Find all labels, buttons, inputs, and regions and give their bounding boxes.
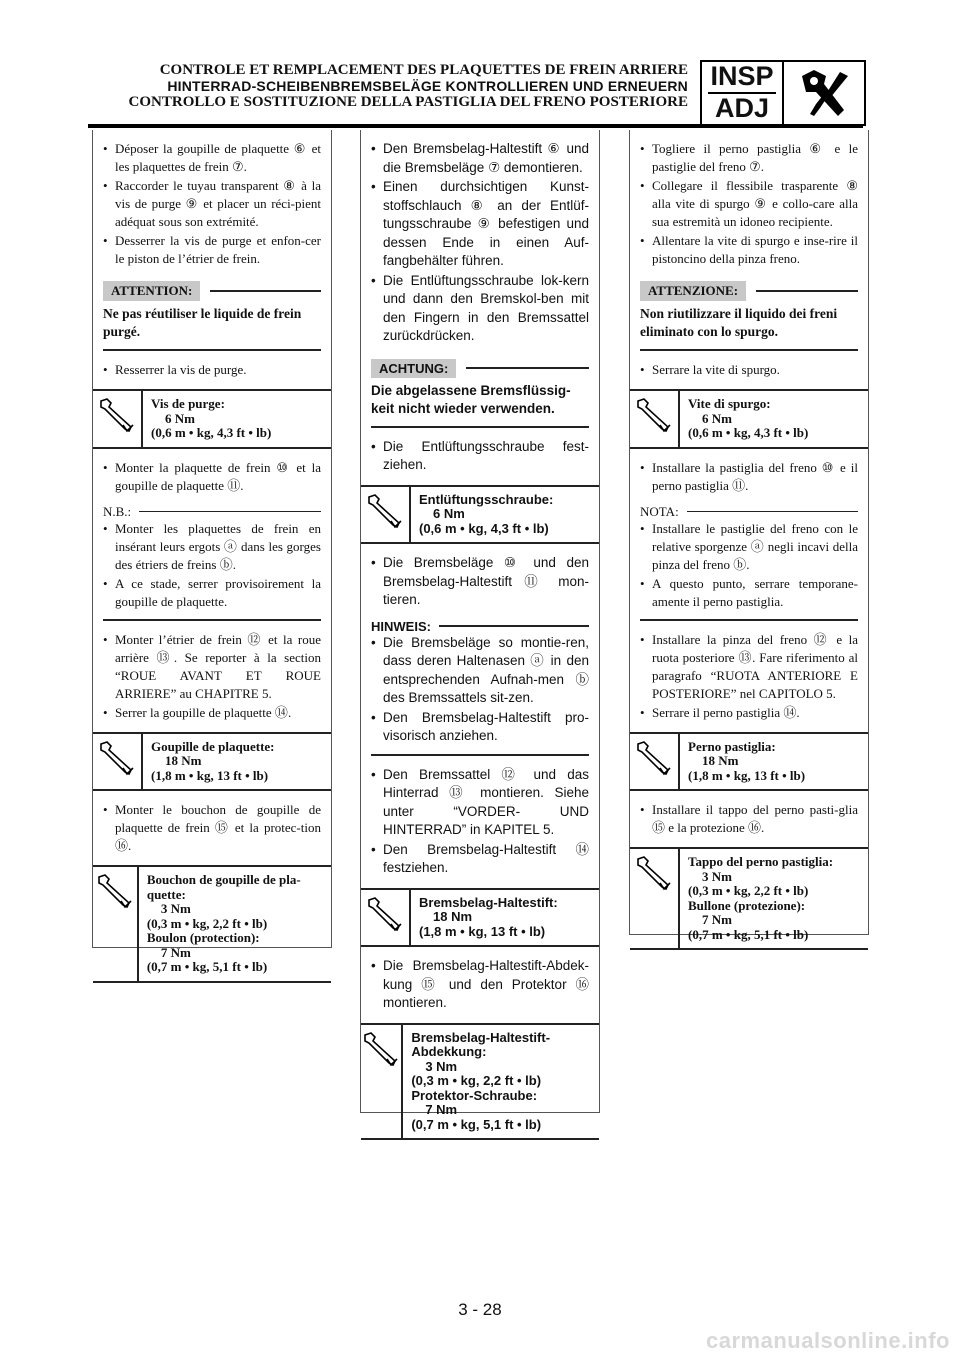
column-italian xyxy=(629,130,869,942)
reference-number: ⑯ xyxy=(115,838,129,853)
note-rule xyxy=(139,511,321,513)
torque-values xyxy=(143,734,283,790)
text-run: an der Entlüf-tungsschraube xyxy=(383,197,589,231)
torque-spec xyxy=(93,732,331,792)
text-run: A questo punto, serrare temporane-amente il perno pastiglia. xyxy=(652,575,858,609)
torque-spec xyxy=(93,389,331,449)
note-list xyxy=(361,634,599,746)
text-run: montieren. Siehe unter “VORDER- UND HINTERRAD” in KAPITEL 5. xyxy=(383,785,589,837)
text-run: A ce stade, serrer provisoirement la goupille de plaquette. xyxy=(115,575,321,609)
reference-number: ⑥ xyxy=(547,141,562,156)
torque-nm: 6 Nm xyxy=(433,506,465,521)
watermark: carmanualsonline.info xyxy=(706,1328,950,1353)
torque-wrench-icon xyxy=(630,734,680,790)
warning-rule xyxy=(466,367,589,369)
torque-nm: 6 Nm xyxy=(165,410,195,426)
reference-number: ⓐ xyxy=(750,538,765,554)
torque-nm: 6 Nm xyxy=(702,410,732,426)
reference-number: ⑫ xyxy=(501,766,523,782)
step-item xyxy=(640,232,858,268)
text-run: Einen durchsichtigen Kunst-stoffschlauch xyxy=(383,179,589,213)
text-run: . xyxy=(232,556,236,572)
step-item xyxy=(103,232,321,268)
text-run: . xyxy=(745,477,749,493)
reference-number: ⑩ xyxy=(276,459,291,475)
text-run: befestigen und dessen Ende in einen Auf-fangbehälter führen. xyxy=(383,216,589,268)
warning-text: Die abgelassene Bremsflüssig-keit nicht wieder verwenden. xyxy=(371,382,571,416)
text-run: Installare il tappo del perno pasti-glia xyxy=(652,802,858,817)
torque-nm: 3 Nm xyxy=(160,901,191,916)
torque-title-2: Boulon (protection): xyxy=(146,930,260,945)
torque-wrench-icon xyxy=(361,487,411,543)
text-run: . xyxy=(128,838,132,853)
reference-number: ⑮ xyxy=(421,976,440,992)
note-item xyxy=(640,520,858,574)
reference-number: ⑫ xyxy=(813,631,830,647)
reference-number: ⓑ xyxy=(575,671,589,687)
step-item xyxy=(103,177,321,231)
torque-wrench-icon xyxy=(361,1025,403,1139)
text-run: montieren. xyxy=(383,995,447,1010)
warning-rule xyxy=(210,290,321,292)
reference-number: ⑫ xyxy=(247,631,263,647)
torque-title: Perno pastiglia: xyxy=(688,738,776,754)
note-item xyxy=(371,634,589,708)
text-run: Die Bremsbelag-Haltestift-Abdek-kung xyxy=(383,958,589,992)
torque-spec xyxy=(361,485,599,545)
text-run: Monter le bouchon de goupille de plaquette de frein xyxy=(115,802,321,835)
note-list xyxy=(630,520,868,611)
torque-conversion: (1,8 m • kg, 13 ft • lb) xyxy=(419,923,546,939)
step-item xyxy=(371,554,589,610)
step-item xyxy=(640,459,858,495)
note-item xyxy=(103,575,321,611)
torque-wrench-icon xyxy=(361,890,411,946)
reference-number: ⓑ xyxy=(733,556,747,572)
text-run: Die Bremsbeläge xyxy=(383,555,504,570)
header-title-it: CONTROLLO E SOSTITUZIONE DELLA PASTIGLIA DEL FRENO POSTERIORE xyxy=(128,94,688,110)
page-header xyxy=(88,62,688,110)
torque-values xyxy=(680,734,813,790)
torque-wrench-icon xyxy=(93,391,143,447)
step-item xyxy=(371,272,589,346)
note-label: HINWEIS: xyxy=(371,618,431,634)
reference-number: ⑮ xyxy=(214,820,230,835)
step-item xyxy=(640,140,858,176)
text-run: Déposer la goupille de plaquette xyxy=(115,141,294,156)
step-list xyxy=(93,791,331,855)
text-run: Togliere il perno pastiglia xyxy=(652,141,810,156)
page-number: 3 - 28 xyxy=(458,1300,502,1319)
text-run: und das Hinterrad xyxy=(383,766,589,800)
reference-number: ⓑ xyxy=(219,556,233,572)
text-run: . xyxy=(796,704,800,720)
step-list xyxy=(361,130,599,346)
reference-number: ⑪ xyxy=(524,573,547,589)
text-run: . xyxy=(243,159,247,174)
step-item xyxy=(371,140,589,177)
warning-label: ATTENZIONE: xyxy=(640,281,746,301)
text-run: dans les gorges des étriers de freins xyxy=(115,538,321,572)
note-header xyxy=(361,611,599,634)
text-run: Serrare la vite di spurgo. xyxy=(652,362,780,377)
text-run: à la vis de purge xyxy=(115,178,321,211)
note-item xyxy=(103,520,321,574)
step-list xyxy=(361,544,599,610)
torque-conversion: (1,8 m • kg, 13 ft • lb) xyxy=(688,767,806,783)
step-item xyxy=(640,801,858,837)
reference-number: ⑩ xyxy=(821,459,836,475)
text-run: . xyxy=(287,704,292,720)
reference-number: ⑧ xyxy=(846,178,858,193)
step-item xyxy=(103,459,321,495)
torque-nm-2: 7 Nm xyxy=(702,912,732,927)
text-run: . xyxy=(761,820,765,835)
step-item xyxy=(103,361,321,379)
text-run: Die Entlüftungsschraube lok-kern und dann den Bremskol-ben mit den Fingern in den Bremssattel zurückdrücken. xyxy=(383,272,589,343)
step-item xyxy=(371,178,589,271)
step-list xyxy=(93,130,331,268)
text-run: in den entsprechenden Aufnah-men xyxy=(383,653,589,687)
text-run: et la goupille de plaquette xyxy=(115,459,322,493)
column-german xyxy=(360,130,600,1132)
step-item xyxy=(103,801,321,855)
torque-nm: 3 Nm xyxy=(702,868,732,884)
text-run: und den Bremsbelag-Haltestift xyxy=(383,555,589,589)
torque-spec xyxy=(93,865,331,983)
step-list xyxy=(93,621,331,722)
text-run: Resserrer la vis de purge. xyxy=(115,362,247,377)
torque-title: Goupille de plaquette: xyxy=(151,738,275,754)
text-run: Monter les plaquettes de frein en insérant leurs ergots xyxy=(115,520,321,554)
header-title-de: HINTERRAD-SCHEIBENBREMSBELÄGE KONTROLLIEREN UND ERNEUERN xyxy=(167,78,688,94)
note-list xyxy=(93,520,331,611)
reference-number: ⑨ xyxy=(477,216,493,231)
step-list xyxy=(361,947,599,1013)
warning-label: ACHTUNG: xyxy=(371,359,456,378)
text-run: et la roue arrière xyxy=(115,631,321,665)
step-item xyxy=(640,631,858,703)
note-header xyxy=(93,496,331,520)
torque-spec xyxy=(630,732,868,792)
torque-spec xyxy=(630,847,868,950)
text-run: Den Bremsbelag-Haltestift pro-visorisch anziehen. xyxy=(383,709,589,743)
step-item xyxy=(640,177,858,231)
torque-spec xyxy=(361,1023,599,1141)
warning-header xyxy=(630,269,868,301)
text-run: Monter la plaquette de frein xyxy=(115,459,277,475)
torque-wrench-icon xyxy=(630,391,680,447)
torque-values xyxy=(139,867,331,981)
text-run: alla vite di spurgo xyxy=(652,196,755,211)
reference-number: ⑭ xyxy=(274,704,288,720)
torque-nm: 3 Nm xyxy=(425,1058,458,1074)
reference-number: ⑥ xyxy=(809,141,827,156)
text-run: festziehen. xyxy=(383,860,449,875)
torque-title-2: Protektor-Schraube: xyxy=(411,1087,538,1103)
text-run: . xyxy=(746,556,750,572)
text-run: et les plaquettes de frein xyxy=(115,141,321,174)
step-list xyxy=(630,351,868,379)
note-item xyxy=(371,709,589,746)
reference-number: ⑬ xyxy=(738,649,753,665)
text-run: e il perno pastiglia xyxy=(652,459,858,493)
reference-number: ⑦ xyxy=(231,159,244,174)
torque-wrench-icon xyxy=(93,734,143,790)
text-run: Serrer la goupille de plaquette xyxy=(115,704,275,720)
note-label: NOTA: xyxy=(640,503,679,519)
reference-number: ⑭ xyxy=(575,841,589,857)
warning-rule xyxy=(756,290,858,292)
text-run: Installare le pastiglie del freno con le relative sporgenze xyxy=(652,520,858,554)
text-run: . Fare riferimento al paragrafo “RUOTA ANTERIORE E POSTERIORE” nel CAPITOLO 5. xyxy=(652,649,858,701)
torque-conversion: (0,3 m • kg, 2,2 ft • lb) xyxy=(411,1073,542,1088)
text-run: und die Bremsbeläge xyxy=(383,141,590,175)
text-run: . xyxy=(240,477,244,493)
step-list xyxy=(630,449,868,495)
torque-conversion: (1,8 m • kg, 13 ft • lb) xyxy=(151,767,269,783)
reference-number: ⑧ xyxy=(283,178,297,193)
reference-number: ⑨ xyxy=(754,196,768,211)
text-run: . Se reporter à la section “ROUE AVANT ET ROUE ARRIERE” au CHAPITRE 5. xyxy=(115,649,321,701)
step-list xyxy=(630,791,868,837)
text-run: Desserrer la vis de purge et enfon-cer le piston de l’étrier de frein. xyxy=(115,233,321,266)
text-run: Serrare il perno pastiglia xyxy=(652,704,784,720)
text-run: et placer un réci-pient adéquat sous son extrémité. xyxy=(115,196,321,229)
step-item xyxy=(640,704,858,722)
reference-number: ⑯ xyxy=(748,820,762,835)
torque-conversion: (0,6 m • kg, 4,3 ft • lb) xyxy=(688,425,809,440)
text-run: Monter l’étrier de frein xyxy=(115,631,248,647)
reference-number: ⑧ xyxy=(470,197,489,213)
step-list xyxy=(361,428,599,475)
reference-number: ⑦ xyxy=(488,159,501,175)
wrench-screwdriver-icon xyxy=(782,60,866,126)
text-run: Installare la pastiglia del freno xyxy=(652,459,822,475)
torque-title: Vis de purge: xyxy=(151,396,225,411)
torque-spec xyxy=(630,389,868,449)
note-header xyxy=(630,496,868,520)
torque-nm: 18 Nm xyxy=(433,909,473,924)
text-run: Den Bremsbelag-Haltestift xyxy=(383,141,548,156)
warning-label: ATTENTION: xyxy=(103,281,200,301)
note-rule xyxy=(687,511,858,513)
reference-number: ⑩ xyxy=(503,555,523,570)
step-item xyxy=(103,704,321,722)
step-item xyxy=(371,841,589,878)
text-run: mon-tieren. xyxy=(383,573,589,607)
header-rule xyxy=(88,124,863,128)
step-list xyxy=(361,756,599,878)
reference-number: ⑯ xyxy=(575,976,590,992)
torque-title-2: Bullone (protezione): xyxy=(688,897,806,913)
step-item xyxy=(103,140,321,176)
torque-values xyxy=(411,890,566,946)
reference-number: ⑮ xyxy=(652,820,666,835)
reference-number: ⑪ xyxy=(227,477,241,493)
text-run: e le pastiglie del freno xyxy=(652,141,859,174)
torque-nm: 18 Nm xyxy=(165,753,202,768)
text-run: e la ruota posteriore xyxy=(652,631,858,665)
torque-wrench-icon xyxy=(630,849,680,948)
torque-nm-2: 7 Nm xyxy=(425,1102,458,1117)
reference-number: ⑬ xyxy=(156,649,174,665)
text-run: Die Bremsbeläge so montie-ren, dass deren Haltenasen xyxy=(383,634,589,668)
text-run: Allentare la vite di spurgo e inse-rire il pistoncino della pinza freno. xyxy=(652,233,858,266)
torque-values xyxy=(411,487,561,543)
text-run: Die Entlüftungsschraube fest-ziehen. xyxy=(383,438,589,472)
reference-number: ⓐ xyxy=(530,653,546,668)
text-run: des Bremssattels sit-zen. xyxy=(383,690,534,705)
text-run: Installare la pinza del freno xyxy=(652,631,814,647)
warning-header xyxy=(93,269,331,301)
text-run: Den Bremssattel xyxy=(383,766,502,782)
torque-conversion: (0,6 m • kg, 4,3 ft • lb) xyxy=(151,425,272,440)
column-french xyxy=(92,130,332,974)
torque-title: Bouchon de goupille de pla-quette: xyxy=(146,872,301,902)
step-list xyxy=(93,449,331,495)
step-list xyxy=(93,351,331,379)
text-run: . xyxy=(760,159,765,174)
torque-conversion-2: (0,7 m • kg, 5,1 ft • lb) xyxy=(411,1116,542,1132)
reference-number: ⑭ xyxy=(783,704,797,720)
step-item xyxy=(103,631,321,703)
note-rule xyxy=(439,625,589,627)
torque-conversion: (0,3 m • kg, 2,2 ft • lb) xyxy=(146,915,268,931)
reference-number: ⑪ xyxy=(732,477,746,493)
note-label: N.B.: xyxy=(103,503,132,519)
text-run: negli incavi della pinza del freno xyxy=(652,538,858,572)
torque-title: Tappo del perno pastiglia: xyxy=(688,854,834,869)
text-run: Den Bremsbelag-Haltestift xyxy=(383,841,576,857)
warning-text: Ne pas réutiliser le liquide de frein purgé. xyxy=(103,306,302,339)
torque-spec xyxy=(361,888,599,948)
torque-conversion: (0,3 m • kg, 2,2 ft • lb) xyxy=(688,883,809,898)
step-item xyxy=(640,361,858,379)
reference-number: ⑦ xyxy=(749,159,761,174)
reference-number: ⑨ xyxy=(185,196,199,211)
insp-adj-badge xyxy=(700,60,784,126)
torque-conversion-2: (0,7 m • kg, 5,1 ft • lb) xyxy=(146,959,268,974)
torque-values xyxy=(403,1025,599,1139)
text-run: Collegare il flessibile trasparente xyxy=(652,178,847,193)
step-list xyxy=(630,621,868,722)
text-run: et la protec-tion xyxy=(229,820,321,835)
step-item xyxy=(371,438,589,475)
torque-values xyxy=(680,391,816,447)
torque-nm: 18 Nm xyxy=(702,753,739,768)
torque-nm-2: 7 Nm xyxy=(160,944,191,960)
warning-header xyxy=(361,347,599,378)
torque-title: Bremsbelag-Haltestift-Abdekkung: xyxy=(411,1029,551,1059)
badge-top: INSP xyxy=(710,61,774,91)
torque-title: Vite di spurgo: xyxy=(688,396,771,411)
torque-values xyxy=(680,849,841,948)
torque-title: Bremsbelag-Haltestift: xyxy=(419,894,558,910)
reference-number: ⓐ xyxy=(223,538,238,554)
badge-bottom: ADJ xyxy=(714,93,769,123)
text-run: demontieren. xyxy=(500,159,583,175)
step-item xyxy=(371,957,589,1013)
reference-number: ⑬ xyxy=(449,785,470,800)
torque-conversion-2: (0,7 m • kg, 5,1 ft • lb) xyxy=(688,926,809,942)
text-run: Raccorder le tuyau transparent xyxy=(115,178,284,193)
torque-values xyxy=(143,391,279,447)
torque-wrench-icon xyxy=(93,867,139,981)
text-run: e la protezione xyxy=(665,820,749,835)
warning-text: Non riutilizzare il liquido dei freni eliminato con lo spurgo. xyxy=(640,306,838,339)
torque-title: Entlüftungsschraube: xyxy=(419,491,554,507)
torque-conversion: (0,6 m • kg, 4,3 ft • lb) xyxy=(419,520,549,536)
step-item xyxy=(371,766,589,840)
header-title-fr: CONTROLE ET REMPLACEMENT DES PLAQUETTES DE FREIN ARRIERE xyxy=(159,62,688,78)
text-run: e collo-care alla sua estremità un idoneo recipiente. xyxy=(652,196,859,229)
reference-number: ⑥ xyxy=(293,141,307,156)
text-run: und den Protektor xyxy=(439,976,576,992)
note-item xyxy=(640,575,858,611)
step-list xyxy=(630,130,868,268)
